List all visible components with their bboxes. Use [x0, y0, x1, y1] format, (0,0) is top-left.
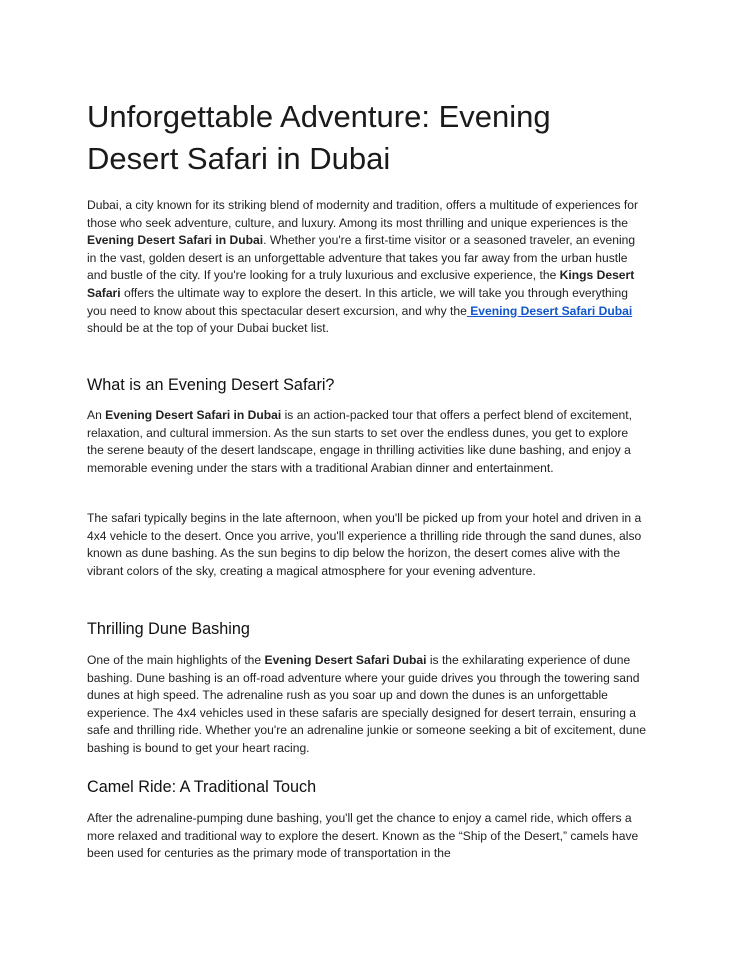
section3-paragraph-1: After the adrenaline-pumping dune bashing, you'll get the chance to enjoy a camel ride, which offers a more relaxed and traditional way to explore the desert. Known as the “Ship of the Desert,” camels have been used for centuries as the primary mode of transportation in the: [87, 811, 639, 861]
intro-text-3: offers the ultimate way to explore the desert. In this article, we will take you through everything you need to know about this spectacular desert excursion, and why the: [87, 285, 628, 318]
intro-text-1: Dubai, a city known for its striking blend of modernity and tradition, offers a multitude of experiences for those who seek adventure, culture, and luxury. Among its most thrilling and unique experiences is the: [87, 198, 638, 230]
section1-paragraph-2: The safari typically begins in the late afternoon, when you'll be picked up from your hotel and driven in a 4x4 vehicle to the desert. Once you arrive, you'll experience a thrilling ride through the sand dunes, also known as dune bashing. As the sun begins to dip below the horizon, the desert comes alive with the vibrant colors of the sky, creating a magical atmosphere for your evening adventure.: [87, 511, 642, 578]
s2p1-text-2: is the exhilarating experience of dune bashing. Dune bashing is an off-road adventure where your guide drives you through the towering sand dunes at high speed. The adrenaline rush as you soar up and down the dunes is an unforgettable experience. The 4x4 vehicles used in these safaris are specially designed for desert terrain, ensuring a safe and thrilling ride. Whether you're an adrenaline junkie or someone seeking a bit of excitement, dune bashing is bound to get your heart racing.: [87, 653, 646, 755]
page-title: Unforgettable Adventure: Evening Desert Safari in Dubai: [87, 99, 551, 176]
intro-bold-1: Evening Desert Safari in Dubai: [87, 233, 264, 248]
intro-bold-2: Kings Desert Safari: [87, 268, 635, 300]
intro-text-2: . Whether you're a first-time visitor or a seasoned traveler, an evening in the vast, golden desert is an unforgettable adventure that takes you far away from the urban hustle and bustle of the city. If you're looking for a truly luxurious and exclusive experience, the: [87, 233, 636, 283]
intro-text-4: should be at the top of your Dubai bucket list.: [87, 321, 330, 336]
intro-paragraph: [87, 197, 647, 338]
section1-paragraph-1: [87, 407, 647, 477]
evening-desert-safari-link[interactable]: Evening Desert Safari Dubai: [466, 303, 633, 318]
s1p1-text-2: is an action-packed tour that offers a perfect blend of excitement, relaxation, and cultural immersion. As the sun starts to set over the endless dunes, you get to explore the serene beauty of the desert landscape, engage in thrilling activities like dune bashing, and enjoy a memorable evening under the stars with a traditional Arabian dinner and entertainment.: [87, 408, 632, 475]
section-heading-dune-bashing: Thrilling Dune Bashing: [87, 620, 250, 638]
section2-paragraph-1: [87, 652, 647, 758]
s2p1-text-1: One of the main highlights of the: [87, 653, 265, 667]
s1p1-text-1: An: [87, 408, 106, 422]
s2p1-bold-1: Evening Desert Safari Dubai: [264, 653, 427, 667]
section-heading-camel-ride: Camel Ride: A Traditional Touch: [87, 778, 317, 796]
s1p1-bold-1: Evening Desert Safari in Dubai: [105, 408, 282, 422]
section-heading-what-is: What is an Evening Desert Safari?: [87, 376, 335, 394]
